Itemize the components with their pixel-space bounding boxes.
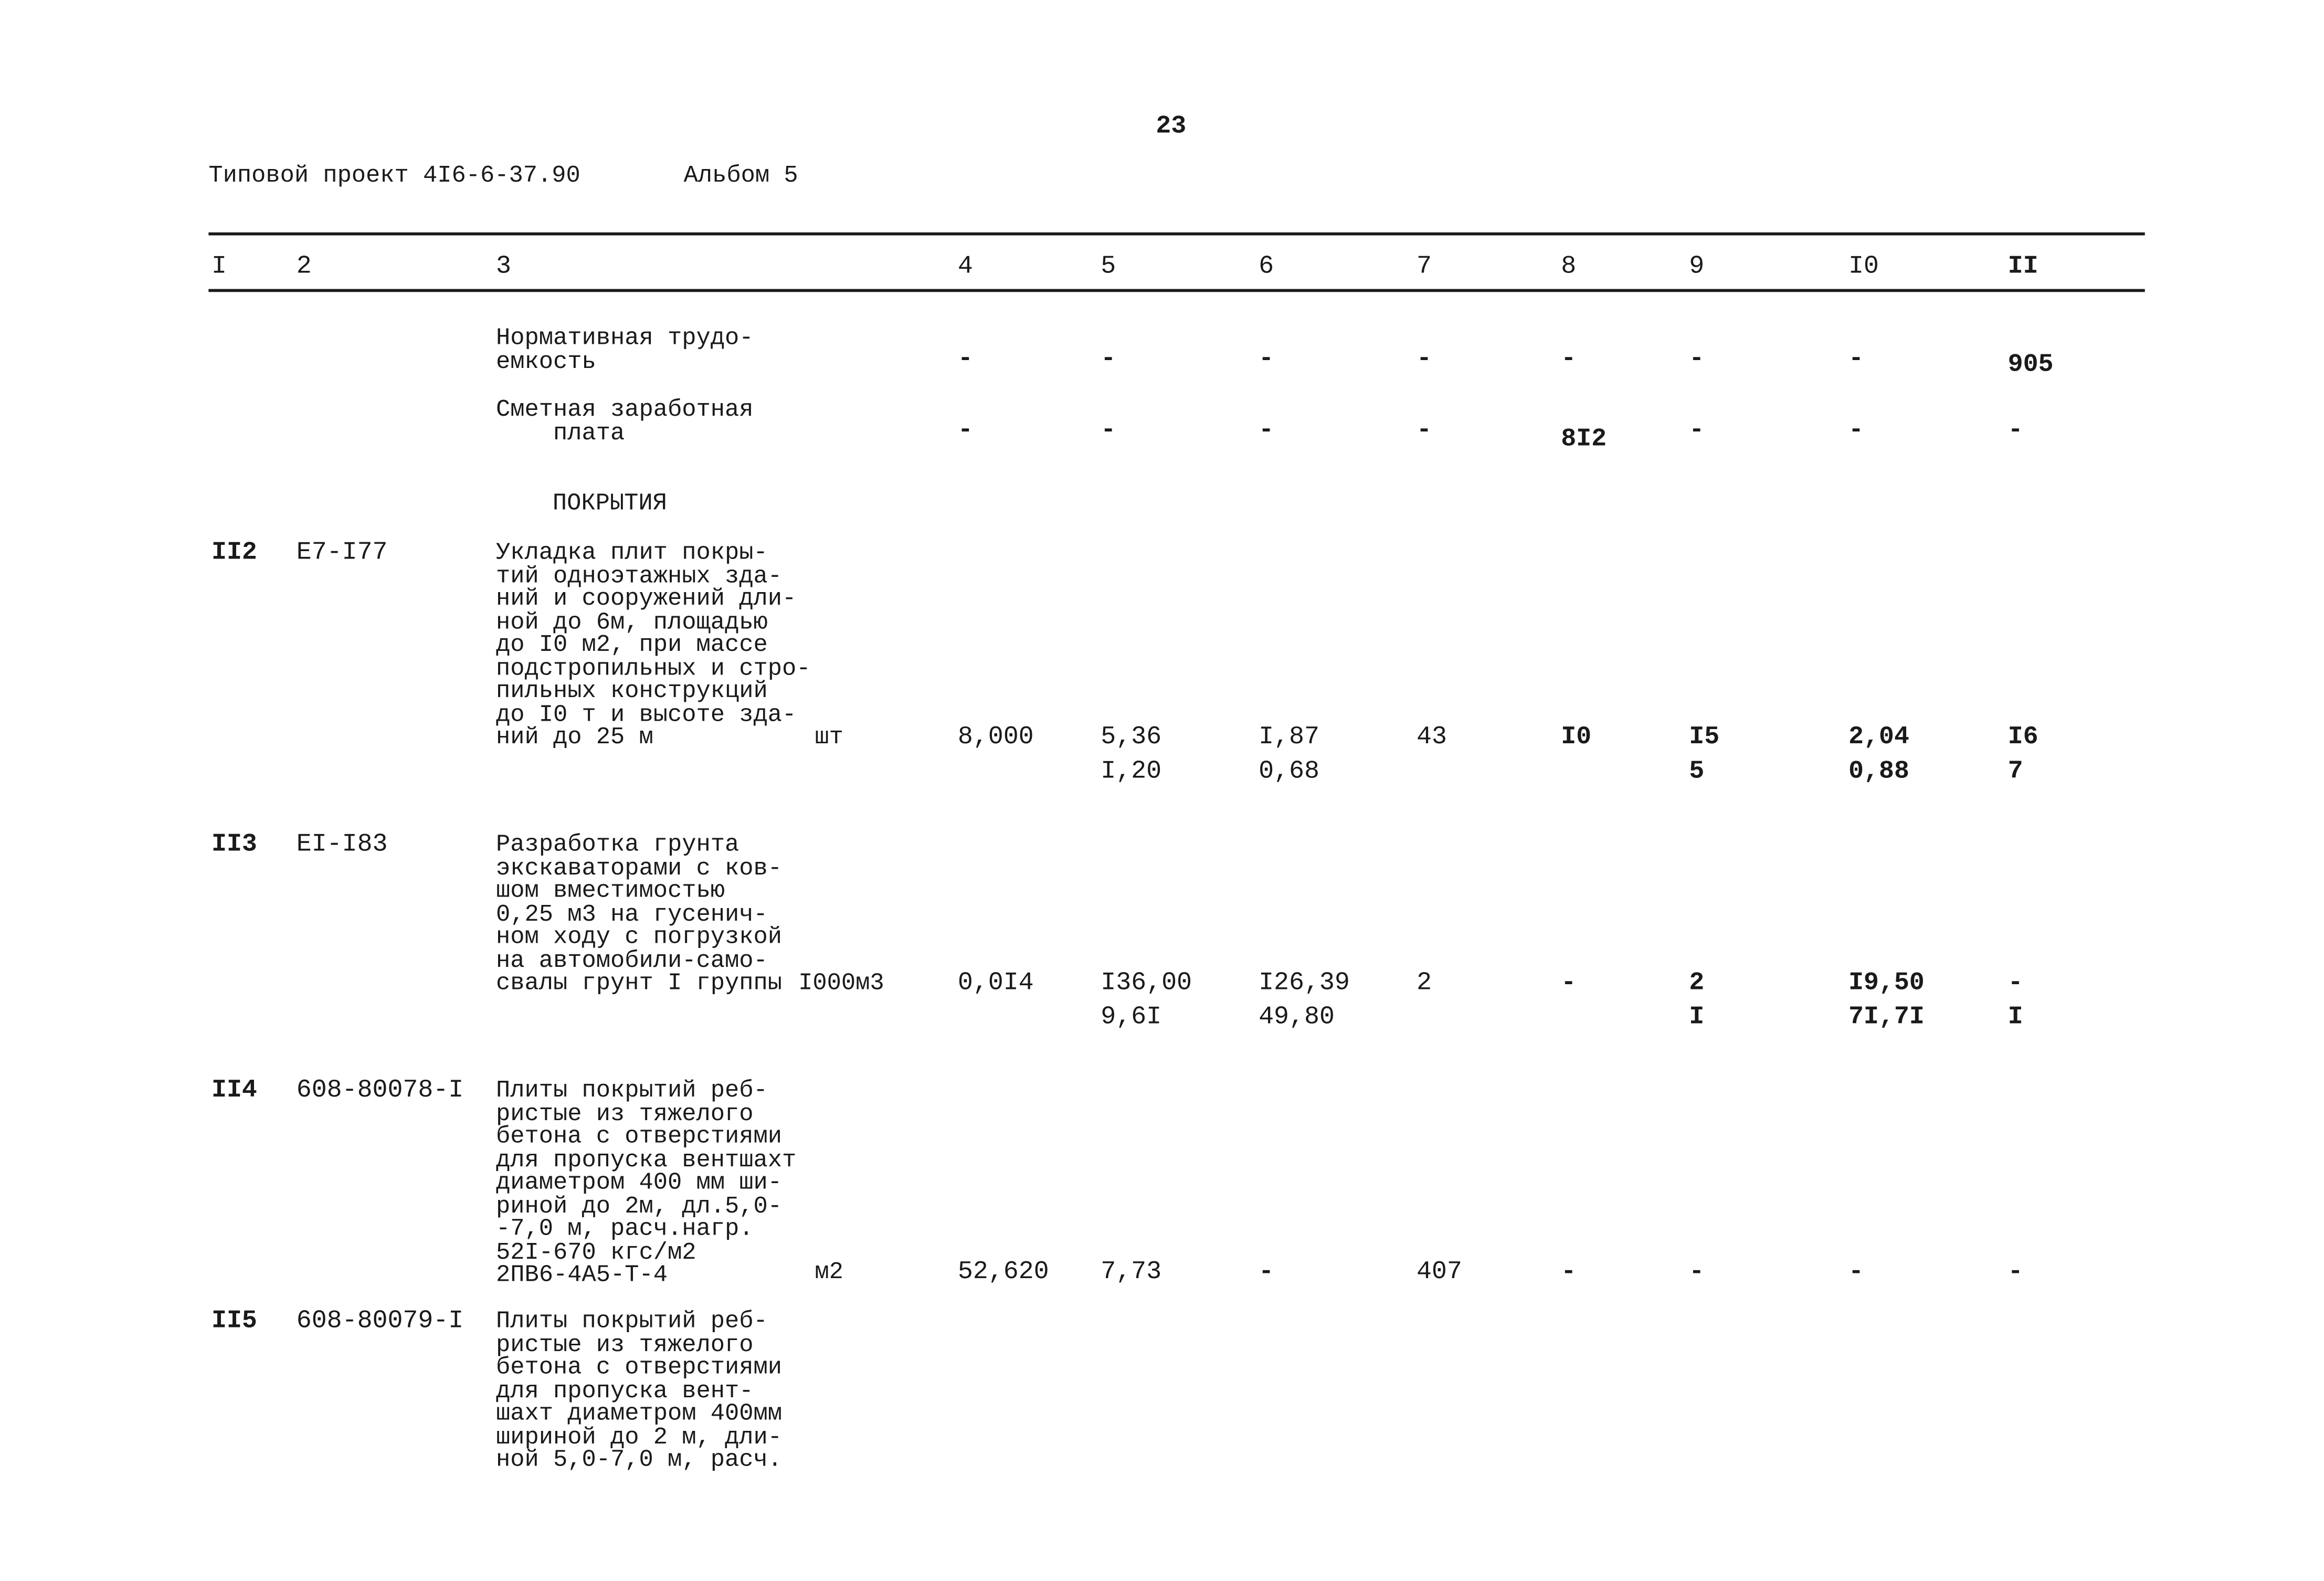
summary-label-wage: Сметная заработная плата [496, 396, 754, 446]
row-quantity: 0,0I4 [957, 969, 1034, 998]
row-c6: I,87 [1259, 724, 1319, 753]
row-c9-sub: I [1689, 1004, 1705, 1032]
summary-wage-c7: - [1416, 417, 1432, 446]
row-c11-sub: 7 [2008, 758, 2023, 787]
summary-labor-c11: 905 [2008, 351, 2054, 380]
row-c5-sub: I,20 [1101, 758, 1162, 787]
row-quantity: 8,000 [957, 724, 1034, 753]
summary-labor-c8: - [1561, 345, 1577, 374]
row-code: EI-I83 [296, 831, 388, 860]
row-c11-sub: I [2008, 1004, 2023, 1032]
row-description: Разработка грунта экскаваторами с ков- шом вместимостью 0,25 м3 на гусенич- ном ходу с погрузкой на автомобили-само- свалы грунт I группы [496, 831, 783, 997]
row-c11: - [2008, 1259, 2023, 1288]
col-header-6: 6 [1259, 253, 1274, 282]
row-c6-sub: 0,68 [1259, 758, 1319, 787]
row-c9: I5 [1689, 724, 1720, 753]
summary-wage-c11: - [2008, 417, 2023, 446]
summary-wage-c10: - [1848, 417, 1864, 446]
row-c10: I9,50 [1848, 969, 1925, 998]
row-c5-sub: 9,6I [1101, 1004, 1162, 1032]
summary-wage-c4: - [957, 417, 973, 446]
row-quantity: 52,620 [957, 1259, 1049, 1288]
row-c5: I36,00 [1101, 969, 1192, 998]
row-number: II5 [211, 1308, 257, 1336]
row-c10: 2,04 [1848, 724, 1909, 753]
col-header-1: I [211, 253, 227, 282]
table-top-rule [208, 233, 2145, 236]
row-code: E7-I77 [296, 539, 388, 568]
summary-labor-c4: - [957, 345, 973, 374]
summary-wage-c5: - [1101, 417, 1116, 446]
col-header-11: II [2008, 253, 2038, 282]
row-c10-sub: 7I,7I [1848, 1004, 1925, 1032]
row-c8: I0 [1561, 724, 1592, 753]
row-c8: - [1561, 1259, 1577, 1288]
summary-labor-c5: - [1101, 345, 1116, 374]
summary-labor-c7: - [1416, 345, 1432, 374]
col-header-5: 5 [1101, 253, 1116, 282]
row-description: Плиты покрытий реб- ристые из тяжелого бетона с отверстиями для пропуска вент- шахт диаметром 400мм шириной до 2 м, дли- ной 5,0-7,0 м, расч. [496, 1308, 783, 1473]
summary-label-labor: Нормативная трудо- емкость [496, 324, 754, 375]
row-unit: шт [815, 724, 843, 751]
summary-wage-c9: - [1689, 417, 1705, 446]
row-code: 608-80079-I [296, 1308, 464, 1336]
row-description: Укладка плит покры- тий одноэтажных зда- ний и сооружений дли- ной до 6м, площадью до I0 м2, при массе подстропильных и стро- пильных конструкций до I0 т и высоте зда- ний до 25 м [496, 539, 811, 751]
album-label: Альбом 5 [683, 162, 798, 189]
col-header-10: I0 [1848, 253, 1879, 282]
summary-labor-c9: - [1689, 345, 1705, 374]
project-title: Типовой проект 4I6-6-37.90 [208, 162, 580, 189]
row-unit: м2 [815, 1259, 843, 1286]
col-header-9: 9 [1689, 253, 1705, 282]
row-c9-sub: 5 [1689, 758, 1705, 787]
row-c8: - [1561, 969, 1577, 998]
row-c11: - [2008, 969, 2023, 998]
row-number: II4 [211, 1077, 257, 1105]
row-number: II3 [211, 831, 257, 860]
row-c10-sub: 0,88 [1848, 758, 1909, 787]
row-c5: 7,73 [1101, 1259, 1162, 1288]
row-description: Плиты покрытий реб- ристые из тяжелого бетона с отверстиями для пропуска вентшахт диаметром 400 мм ши- риной до 2м, дл.5,0- -7,0 м, расч.нагр. 52I-670 кгс/м2 2ПВ6-4А5-Т-4 [496, 1077, 797, 1289]
row-c9: 2 [1689, 969, 1705, 998]
page-number: 23 [1156, 113, 1187, 142]
row-c11: I6 [2008, 724, 2038, 753]
row-c7: 407 [1416, 1259, 1462, 1288]
col-header-8: 8 [1561, 253, 1577, 282]
row-code: 608-80078-I [296, 1077, 464, 1105]
row-unit: I000м3 [798, 969, 884, 997]
header-bottom-rule [208, 289, 2145, 292]
col-header-3: 3 [496, 253, 512, 282]
row-c9: - [1689, 1259, 1705, 1288]
row-c6-sub: 49,80 [1259, 1004, 1335, 1032]
row-c5: 5,36 [1101, 724, 1162, 753]
row-c10: - [1848, 1259, 1864, 1288]
row-c7: 43 [1416, 724, 1447, 753]
col-header-4: 4 [957, 253, 973, 282]
summary-wage-c8: 8I2 [1561, 426, 1607, 455]
col-header-2: 2 [296, 253, 312, 282]
row-number: II2 [211, 539, 257, 568]
section-title: ПОКРЫТИЯ [552, 490, 667, 517]
row-c6: - [1259, 1259, 1274, 1288]
summary-labor-c6: - [1259, 345, 1274, 374]
row-c6: I26,39 [1259, 969, 1350, 998]
summary-labor-c10: - [1848, 345, 1864, 374]
summary-wage-c6: - [1259, 417, 1274, 446]
row-c7: 2 [1416, 969, 1432, 998]
col-header-7: 7 [1416, 253, 1432, 282]
